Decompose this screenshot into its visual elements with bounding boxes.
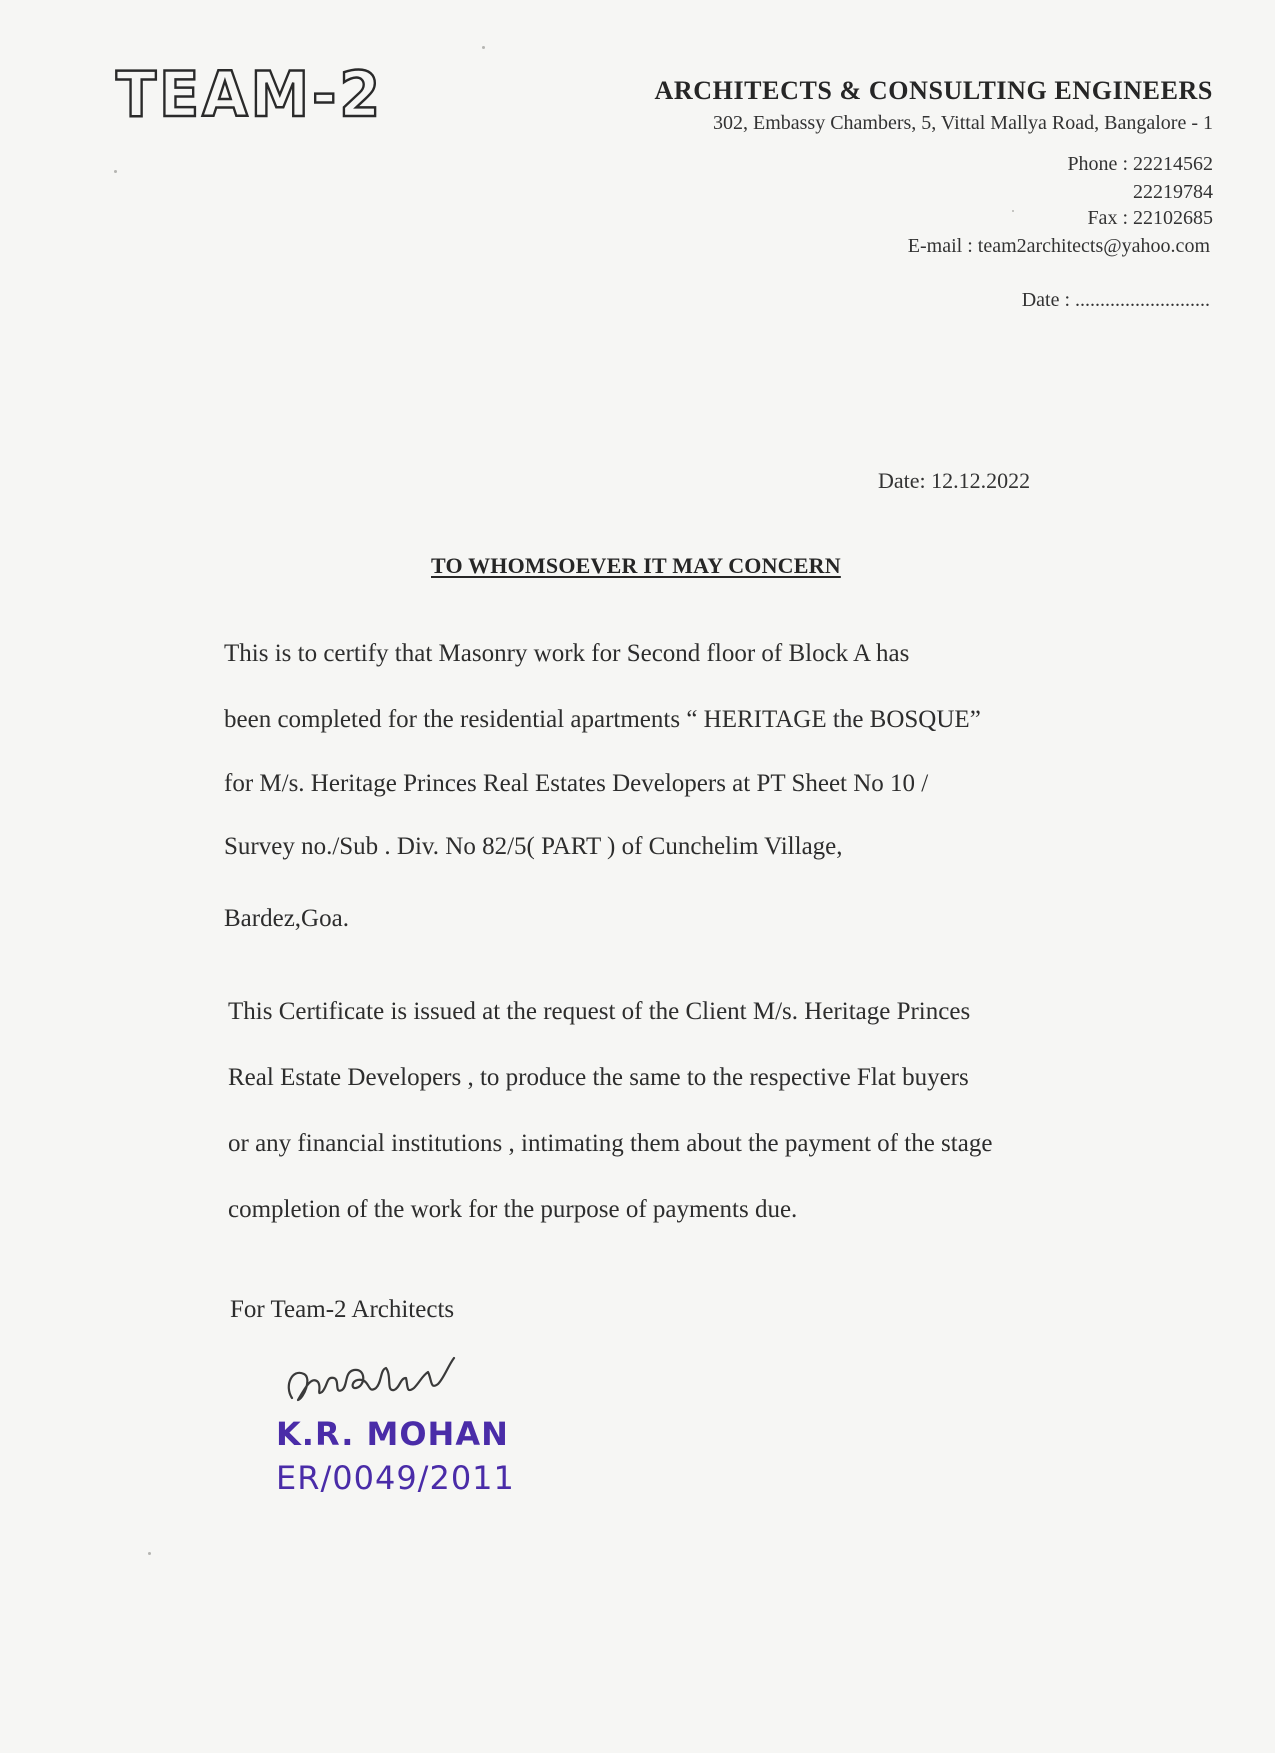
paragraph-line: This is to certify that Masonry work for Second floor of Block A has: [224, 640, 910, 667]
paragraph-line: This Certificate is issued at the request of the Client M/s. Heritage Princes: [228, 998, 971, 1025]
paragraph-line: Bardez,Goa.: [224, 905, 349, 932]
paper-speck: [482, 46, 485, 49]
paragraph-line: Survey no./Sub . Div. No 82/5( PART ) of Cunchelim Village,: [224, 833, 843, 860]
paragraph-line: or any financial institutions , intimating them about the payment of the stage: [228, 1130, 993, 1157]
stamp-name: K.R. MOHAN: [276, 1415, 509, 1453]
phone-number-primary: Phone : 22214562: [1067, 153, 1213, 175]
team2-logo: TEAM-2: [116, 58, 384, 131]
paragraph-line: for M/s. Heritage Princes Real Estates Developers at PT Sheet No 10 /: [224, 770, 929, 797]
paper-speck: [114, 170, 117, 173]
paper-speck: [148, 1552, 151, 1555]
paragraph-line: Real Estate Developers , to produce the same to the respective Flat buyers: [228, 1064, 969, 1091]
email-address: E-mail : team2architects@yahoo.com: [907, 235, 1210, 257]
letter-subject: TO WHOMSOEVER IT MAY CONCERN: [431, 553, 841, 578]
stamp-registration-number: ER/0049/2011: [276, 1459, 515, 1497]
paper-speck: [1012, 210, 1014, 212]
handwritten-signature: [282, 1346, 462, 1416]
signoff: For Team-2 Architects: [230, 1296, 455, 1323]
letterhead-date-blank: Date : ...........................: [1021, 289, 1210, 311]
fax-number: Fax : 22102685: [1087, 207, 1213, 229]
firm-name: ARCHITECTS & CONSULTING ENGINEERS: [654, 76, 1213, 105]
paragraph-line: been completed for the residential apartments “ HERITAGE the BOSQUE”: [224, 706, 981, 733]
letter-date: Date: 12.12.2022: [878, 468, 1031, 493]
paragraph-line: completion of the work for the purpose of payments due.: [228, 1196, 798, 1223]
firm-address: 302, Embassy Chambers, 5, Vittal Mallya Road, Bangalore - 1: [712, 112, 1213, 134]
phone-number-secondary: 22219784: [1133, 181, 1213, 203]
